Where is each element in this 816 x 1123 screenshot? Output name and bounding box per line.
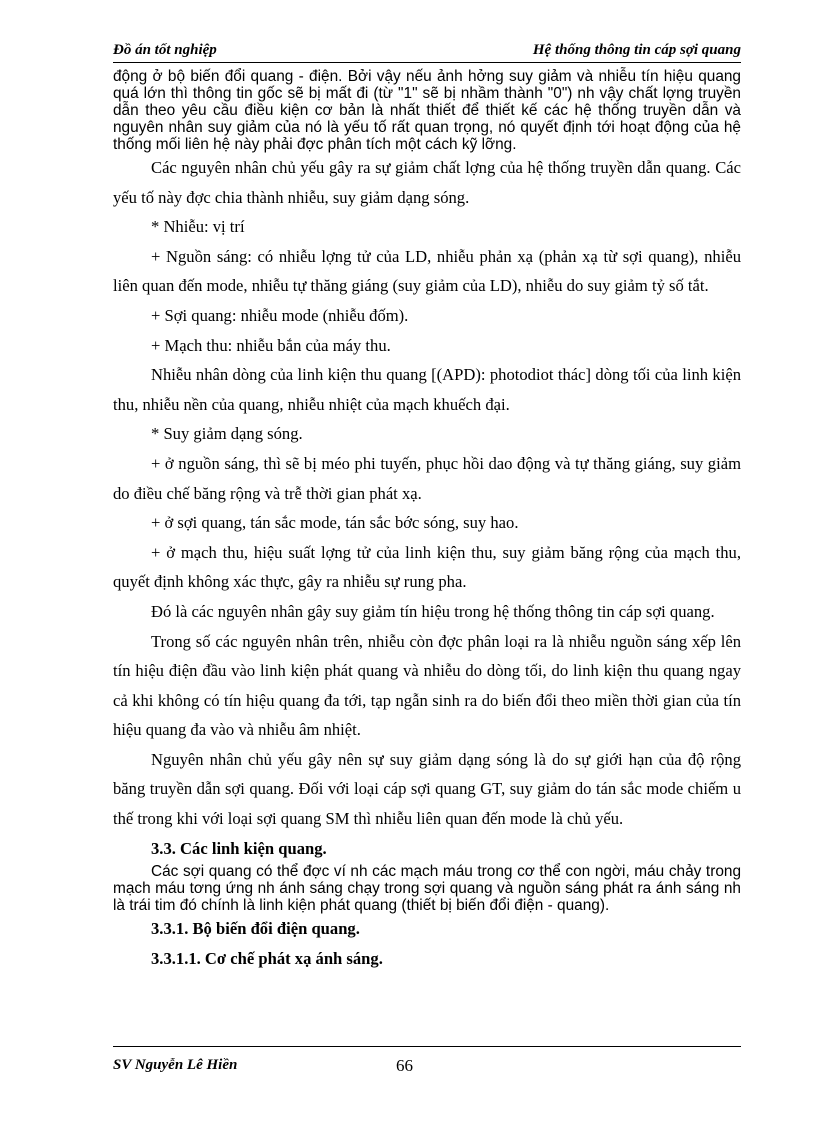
paragraph: Đó là các nguyên nhân gây suy giảm tín hiệu trong hệ thống thông tin cáp sợi quang. [151,601,715,621]
paragraph-compact: Các sợi quang có thể đợc ví nh các mạch máu trong cơ thể con ngời, máu chảy trong mạch máu tơng ứng nh ánh sáng chạy trong sợi quang và nguồn sáng phát ra ánh sáng nh là trái tim đó chính là linh kiện phát quang (thiết bị biến đổi điện - quang). [113,863,741,915]
paragraph: * Suy giảm dạng sóng. [151,424,303,444]
page-footer [113,1046,741,1075]
footer-author: SV Nguyễn Lê Hiền [113,1057,238,1073]
paragraph: Các nguyên nhân chủ yếu gây ra sự giảm chất lợng của hệ thống truyền dẫn quang. Các yếu tố này đợc chia thành nhiễu, suy giảm dạng sóng. [113,158,741,207]
paragraph: Trong số các nguyên nhân trên, nhiễu còn đợc phân loại ra là nhiễu nguồn sáng xếp lên tín hiệu điện đầu vào linh kiện phát quang và nhiễu do dòng tối, do linh kiện thu quang ngay cả khi không có tín hiệu quang đa tới, tạp ngẫn sinh ra do biến đổi theo miền thời gian của tín hiệu quang đa vào và nhiễu âm nhiệt. [113,631,741,740]
paragraph-intro: động ở bộ biến đổi quang - điện. Bởi vậy nếu ảnh hởng suy giảm và nhiễu tín hiệu quang quá lớn thì thông tin gốc sẽ bị mất đi (từ "1" sẽ bị nhầm thành "0") nh vậy chất lợng truyền dẫn theo yêu cầu điều kiện cơ bản là nhất thiết để thiết kế các hệ thống truyền dẫn và nguyên nhân suy giảm của nó là yếu tố rất quan trọng, nó quyết định tới hoạt động của hệ thống mối liên hệ này phải đợc phân tích một cách kỹ lỡng. [113,68,741,153]
section-heading: 3.3. Các linh kiện quang. [151,838,327,858]
paragraph: + Nguồn sáng: có nhiễu lợng tử của LD, nhiễu phản xạ (phản xạ từ sợi quang), nhiễu liên quan đến mode, nhiễu tự thăng giáng (suy giảm của LD), nhiễu do suy giảm tỷ số tắt. [113,246,741,296]
subsection-heading: 3.3.1. Bộ biến đổi điện quang. [151,919,360,939]
paragraph: + ở mạch thu, hiệu suất lợng tử của linh kiện thu, suy giảm băng rộng của mạch thu, quyết định không xác thực, gây ra nhiễu sự rung pha. [113,542,741,592]
paragraph: + ở sợi quang, tán sắc mode, tán sắc bớc sóng, suy hao. [151,513,519,533]
paragraph: + ở nguồn sáng, thì sẽ bị méo phi tuyến, phục hồi dao động và tự thăng giáng, suy giảm do điều chế băng rộng và trễ thời gian phát xạ. [113,453,741,503]
page-body [113,68,741,973]
paragraph: * Nhiễu: vị trí [151,217,245,237]
paragraph: + Mạch thu: nhiễu bắn của máy thu. [151,335,391,355]
page-number: 66 [396,1056,413,1075]
paragraph: + Sợi quang: nhiễu mode (nhiễu đốm). [151,305,409,325]
subsubsection-heading: 3.3.1.1. Cơ chế phát xạ ánh sáng. [151,948,383,968]
header-right-title: Hệ thống thông tin cáp sợi quang [532,42,741,58]
page-header [113,40,741,63]
header-left-title: Đồ án tốt nghiệp [113,42,217,58]
paragraph: Nhiễu nhân dòng của linh kiện thu quang [(APD): photodiot thác] dòng tối của linh kiện thu, nhiễu nền của quang, nhiễu nhiệt của mạch khuếch đại. [113,365,741,414]
paragraph: Nguyên nhân chủ yếu gây nên sự suy giảm dạng sóng là do sự giới hạn của độ rộng băng truyền dẫn sợi quang. Đối với loại cáp sợi quang GT, suy giảm do tán sắc mode chiếm u thế trong khi với loại sợi quang SM thì nhiễu liên quan đến mode là chủ yếu. [113,749,741,829]
